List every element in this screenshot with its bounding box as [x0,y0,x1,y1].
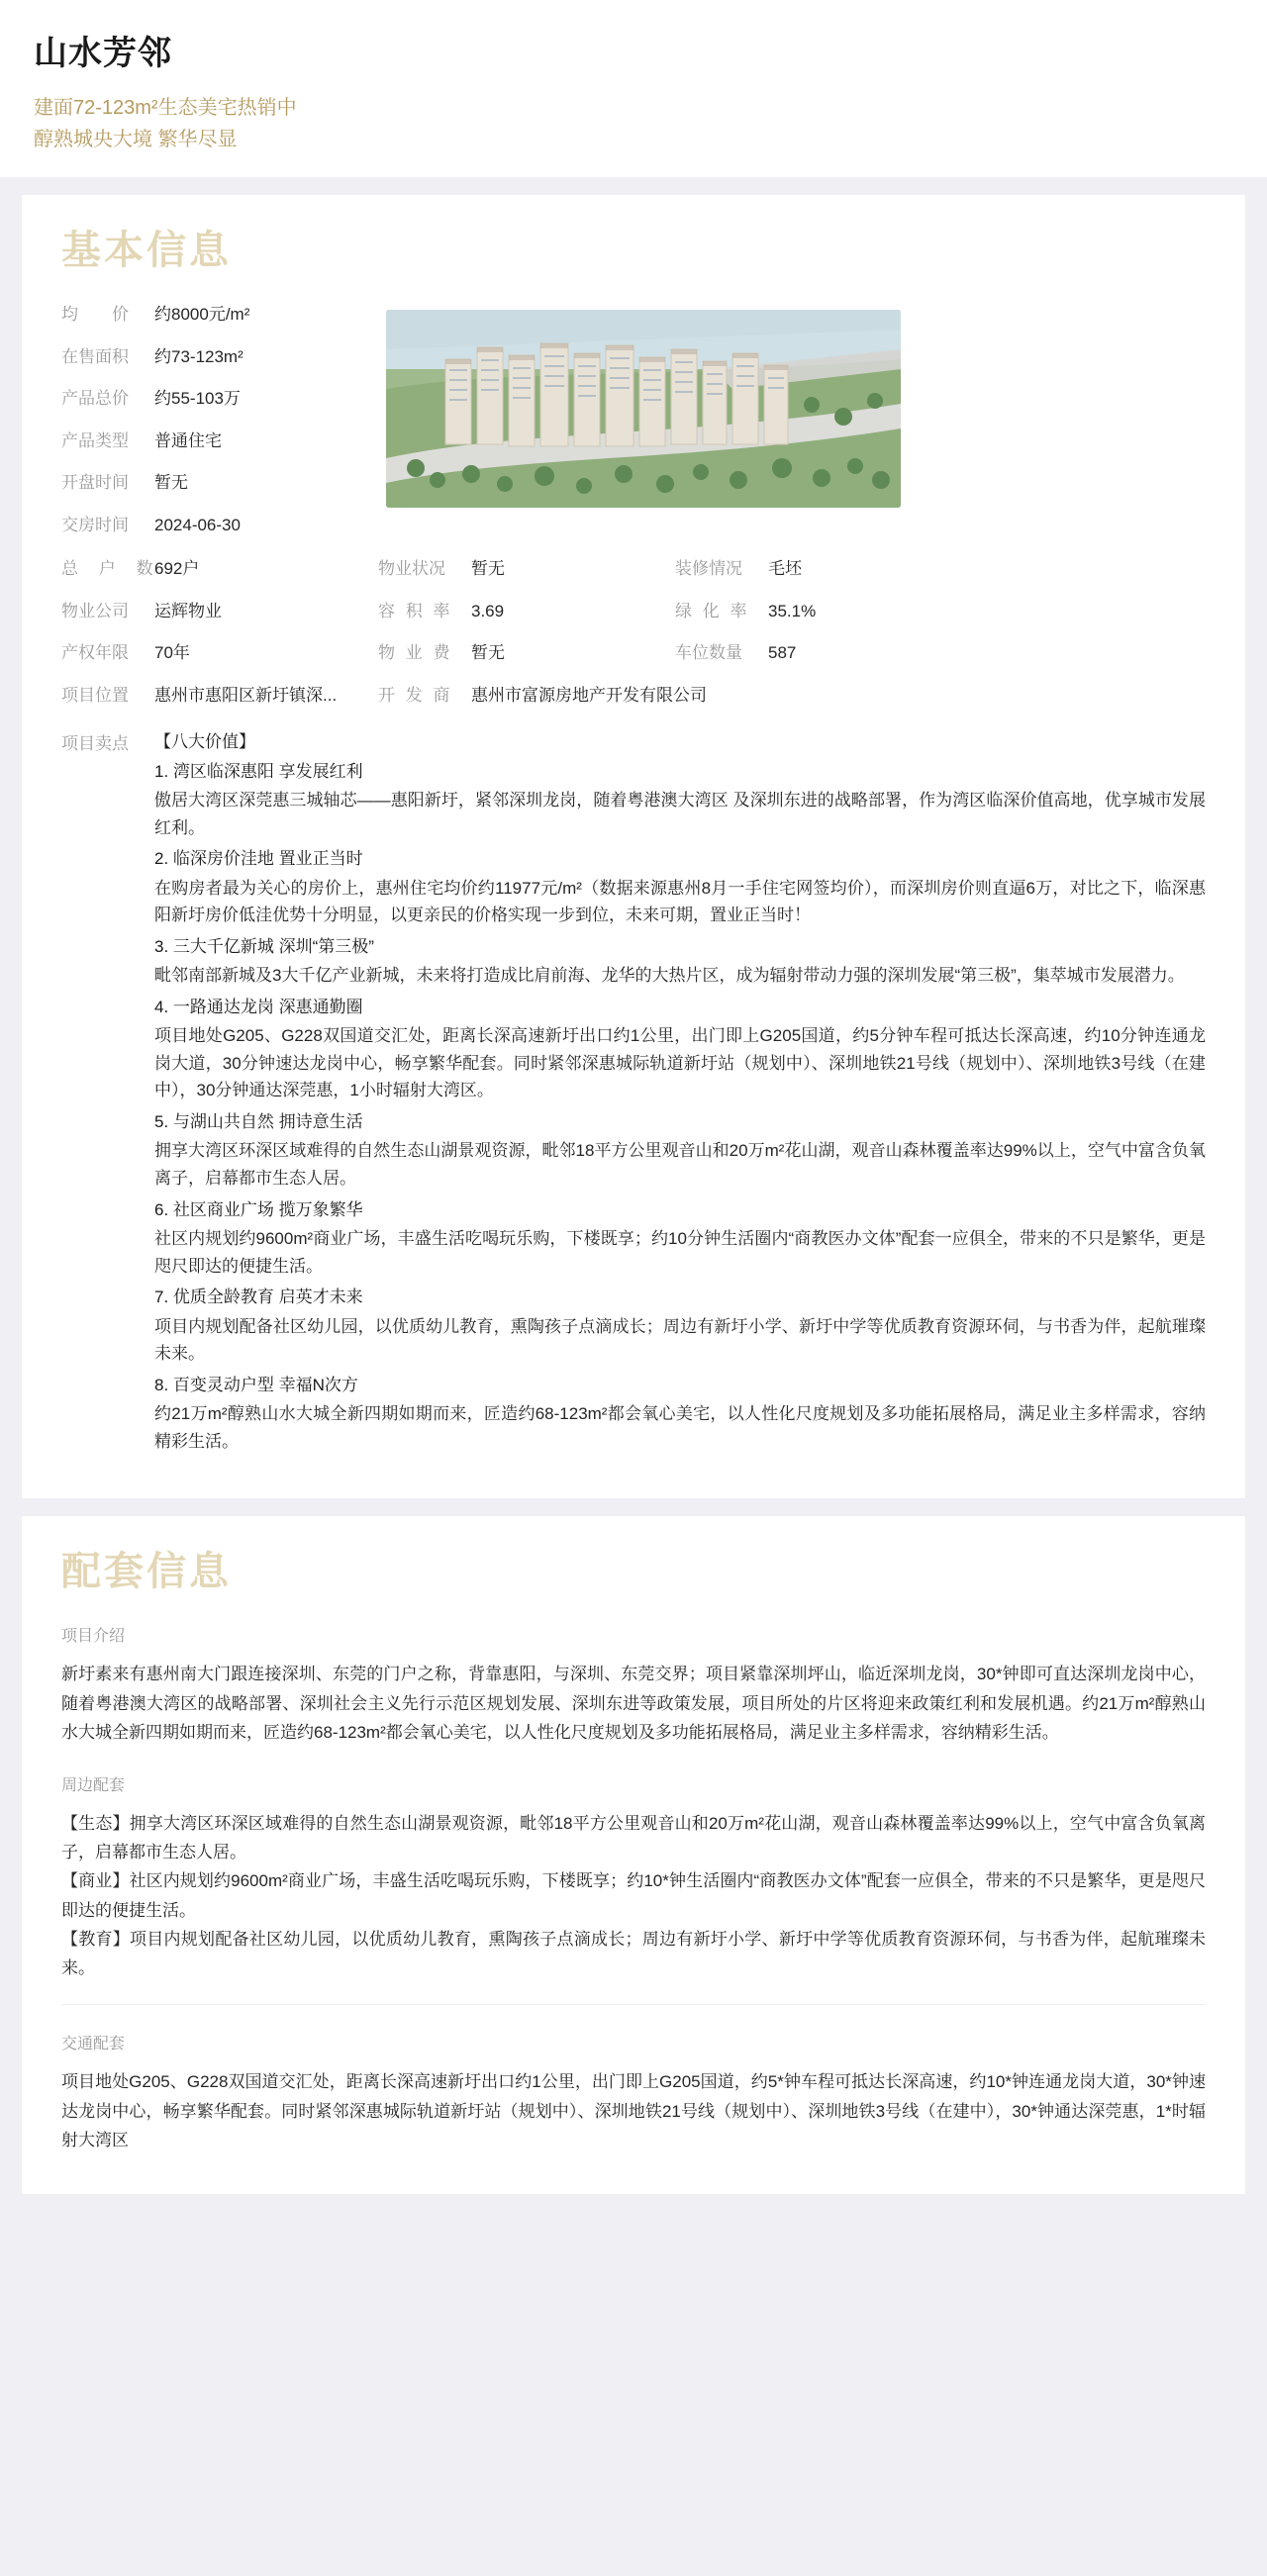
page-title: 山水芳邻 [34,35,172,72]
field-value: 692户 [154,559,200,578]
header-subtitle-line2: 醇熟城央大境 繁华尽显 [34,129,238,150]
facilities-card [22,1516,1245,2194]
field-row [378,683,1206,709]
facilities-nearby-paragraph: 【商业】社区内规划约9600m²商业广场，丰盛生活吃喝玩乐购，下楼既享；约10*钟生活圈内“商教医办文体”配套一应俱全，带来的不只是繁华，更是咫尺即达的便捷生活。 [61,1871,1206,1920]
field-label: 容 积 率 [378,601,453,620]
field-row [378,556,675,582]
field-value: 暂无 [154,473,188,492]
field-row [61,429,358,454]
project-rendering-image[interactable] [386,310,901,508]
field-value: 70年 [154,643,190,662]
field-value[interactable]: 惠州市惠阳区新圩镇深... [154,685,338,705]
field-row [675,599,1206,624]
field-value: 约73-123m² [154,346,244,366]
field-label: 项目位置 [61,685,129,705]
field-label: 总 户 数 [61,559,161,578]
field-value: 35.1% [768,601,817,620]
field-row [675,640,1206,666]
field-label: 均 价 [61,305,129,324]
field-value: 2024-06-30 [154,515,241,534]
facilities-subhead-intro: 项目介绍 [61,1628,126,1646]
field-row [61,556,378,582]
selling-point-title: 2. 临深房价洼地 置业正当时 [154,849,363,869]
header-subtitle-line1: 建面72-123m²生态美宅热销中 [34,97,297,119]
selling-point-title: 7. 优质全龄教育 启英才未来 [154,1288,363,1307]
field-row [61,640,378,666]
field-value: 普通住宅 [154,430,222,450]
field-value: 587 [768,643,797,662]
field-row [61,513,358,538]
selling-point-body: 社区内规划约9600m²商业广场，丰盛生活吃喝玩乐购，下楼既享；约10分钟生活圈内“商教医办文体”配套一应俱全，带来的不只是繁华，更是咫尺即达的便捷生活。 [154,1229,1206,1276]
field-label: 交房时间 [61,515,129,534]
facilities-title: 配套信息 [61,1550,232,1594]
selling-points-body [154,728,1206,1459]
selling-point-body: 拥享大湾区环深区域难得的自然生态山湖景观资源，毗邻18平方公里观音山和20万m²花山湖，观音山森林覆盖率达99%以上，空气中富含负氧离子，启幕都市生态人居。 [154,1141,1206,1188]
selling-points-label: 项目卖点 [61,734,129,753]
field-row [378,599,675,624]
facilities-nearby-paragraph: 【生态】拥享大湾区环深区域难得的自然生态山湖景观资源，毗邻18平方公里观音山和20万m²花山湖，观音山森林覆盖率达99%以上，空气中富含负氧离子，启幕都市生态人居。 [61,1813,1206,1862]
basic-info-title: 基本信息 [61,229,232,272]
field-row [61,683,378,709]
field-label: 物业状况 [378,559,445,578]
field-row [61,386,358,412]
page-header [0,0,1267,177]
field-label: 开 发 商 [378,685,453,705]
selling-points [61,728,1206,1459]
field-row [61,470,358,496]
facilities-intro-text: 新圩素来有惠州南大门跟连接深圳、东莞的门户之称，背靠惠阳，与深圳、东莞交界；项目紧靠深圳坪山，临近深圳龙岗，30*钟即可直达深圳龙岗中心，随着粤港澳大湾区的战略部署、深圳社会主义先行示范区规划发展、深圳东进等政策发展，项目所处的片区将迎来政策红利和发展机遇。约21万m²醇熟山水大城全新四期如期而来，匠造约68-123m²都会氧心美宅，以人性化尺度规划及多功能拓展格局，满足业主多样需求，容纳精彩生活。 [61,1665,1206,1742]
basic-info-grid [61,556,1206,683]
facilities-transport-text: 项目地处G205、G228双国道交汇处，距离长深高速新圩出口约1公里，出门即上G205国道，约5*钟车程可抵达长深高速，约10*钟连通龙岗大道，30*钟速达龙岗中心，畅享繁华配套。同时紧邻深惠城际轨道新圩站（规划中）、深圳地铁21号线（规划中）、深圳地铁3号线（在建中），30*钟通达深莞惠，1*时辐射大湾区 [61,2072,1206,2149]
field-row [675,556,1206,582]
field-label: 物业公司 [61,601,129,620]
basic-info-fields [61,302,358,554]
selling-point-title: 3. 三大千亿新城 深圳“第三极” [154,936,374,956]
field-label: 产品总价 [61,389,129,408]
field-label: 物 业 费 [378,643,453,662]
header-subtitle [34,92,1233,155]
selling-points-heading: 【八大价值】 [154,732,255,751]
field-label: 产权年限 [61,643,129,662]
selling-point-body: 在购房者最为关心的房价上，惠州住宅均价约11977元/m²（数据来源惠州8月一手住宅网签均价），而深圳房价则直逼6万，对比之下，临深惠阳新圩房价低洼优势十分明显，以更亲民的价格实现一步到位，未来可期，置业正当时！ [154,878,1206,925]
field-value: 约55-103万 [154,389,241,408]
field-label: 绿 化 率 [675,601,750,620]
field-row [61,344,358,370]
field-value: 惠州市富源房地产开发有限公司 [471,685,707,705]
facilities-nearby-paragraph: 【教育】项目内规划配备社区幼儿园，以优质幼儿教育，熏陶孩子点滴成长；周边有新圩小学、新圩中学等优质教育资源环伺，与书香为伴，起航璀璨未来。 [61,1929,1206,1978]
field-value: 毛坯 [768,559,802,578]
field-value: 暂无 [471,559,505,578]
basic-info-top [61,302,1206,554]
selling-point-body: 傲居大湾区深莞惠三城轴芯——惠阳新圩，紧邻深圳龙岗，随着粤港澳大湾区 及深圳东进的战略部署，作为湾区临深价值高地，优享城市发展红利。 [154,791,1206,837]
facilities-subhead-nearby: 周边配套 [61,1776,126,1794]
field-row [378,640,675,666]
field-label: 开盘时间 [61,473,129,492]
field-label: 在售面积 [61,346,129,366]
basic-info-wide-row [61,683,1206,725]
field-label: 车位数量 [675,643,742,662]
selling-point-body: 约21万m²醇熟山水大城全新四期如期而来，匠造约68-123m²都会氧心美宅，以人性化尺度规划及多功能拓展格局，满足业主多样需求，容纳精彩生活。 [154,1404,1206,1451]
field-row [61,302,358,328]
selling-point-title: 4. 一路通达龙岗 深惠通勤圈 [154,997,363,1016]
field-value: 运辉物业 [154,601,222,620]
field-value: 暂无 [471,643,505,662]
selling-point-body: 毗邻南部新城及3大千亿产业新城，未来将打造成比肩前海、龙华的大热片区，成为辐射带动力强的深圳发展“第三极”，集萃城市发展潜力。 [154,966,1185,986]
selling-point-body: 项目地处G205、G228双国道交汇处，距离长深高速新圩出口约1公里，出门即上G205国道，约5分钟车程可抵达长深高速，约10分钟连通龙岗大道，30分钟速达龙岗中心，畅享繁华配套。同时紧邻深惠城际轨道新圩站（规划中）、深圳地铁21号线（规划中）、深圳地铁3号线（在建中），30分钟通达深莞惠，1小时辐射大湾区。 [154,1026,1206,1100]
project-image-wrap[interactable] [386,302,1206,508]
facilities-subhead-transport: 交通配套 [61,2036,126,2053]
field-value: 约8000元/m² [154,305,250,324]
basic-info-card [22,195,1245,1498]
field-label: 产品类型 [61,430,129,450]
field-label: 装修情况 [675,559,742,578]
field-value: 3.69 [471,601,505,620]
selling-point-body: 项目内规划配备社区幼儿园，以优质幼儿教育，熏陶孩子点滴成长；周边有新圩小学、新圩中学等优质教育资源环伺，与书香为伴，起航璀璨未来。 [154,1316,1206,1364]
section-divider [61,2004,1206,2005]
field-row [61,599,378,624]
selling-point-title: 6. 社区商业广场 揽万象繁华 [154,1199,363,1219]
selling-point-title: 5. 与湖山共自然 拥诗意生活 [154,1111,363,1131]
selling-point-title: 8. 百变灵动户型 幸福N次方 [154,1375,358,1394]
selling-point-title: 1. 湾区临深惠阳 享发展红利 [154,761,363,781]
